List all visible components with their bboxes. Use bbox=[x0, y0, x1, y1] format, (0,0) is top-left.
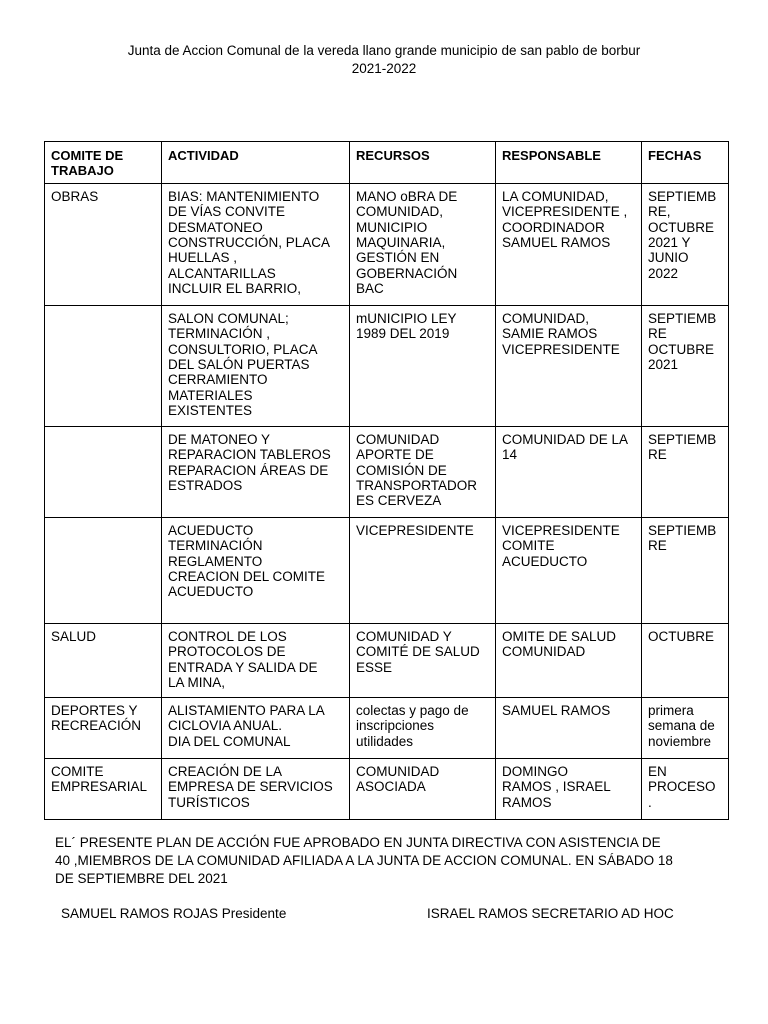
cell-text-line: ACUEDUCTO bbox=[168, 522, 254, 538]
cell-text-line: COMITE bbox=[502, 538, 555, 554]
cell-text-line: RAMOS , ISRAEL bbox=[502, 779, 611, 795]
column-header-comite: COMITE DE TRABAJO bbox=[45, 142, 162, 184]
cell-text-line: GESTIÓN EN bbox=[356, 250, 440, 266]
table-row bbox=[45, 758, 729, 819]
cell-text-line: utilidades bbox=[356, 733, 414, 749]
cell-text-line: GOBERNACIÓN bbox=[356, 265, 458, 281]
approval-line: DE SEPTIEMBRE DEL 2021 bbox=[55, 871, 228, 886]
cell-text-line: MATERIALES bbox=[168, 387, 253, 403]
cell-text-line: DE MATONEO Y bbox=[168, 431, 271, 447]
column-header-fechas: FECHAS bbox=[642, 142, 729, 184]
cell-recursos bbox=[350, 697, 496, 758]
cell-text-line: ALISTAMIENTO PARA LA bbox=[168, 702, 325, 718]
cell-text-line: DEPORTES Y bbox=[51, 702, 138, 718]
cell-fechas bbox=[642, 517, 729, 623]
cell-text-line: REPARACION ÁREAS DE bbox=[168, 462, 329, 478]
cell-text-line: SAMUEL RAMOS bbox=[502, 702, 611, 718]
cell-actividad bbox=[162, 426, 350, 517]
cell-text-line: . bbox=[648, 794, 652, 810]
cell-text-line: SEPTIEMB bbox=[648, 310, 717, 326]
cell-text-line: SEPTIEMB bbox=[648, 431, 717, 447]
cell-text-line: SEPTIEMB bbox=[648, 522, 717, 538]
column-header-recursos: RECURSOS bbox=[350, 142, 496, 184]
cell-text-line: REPARACION TABLEROS bbox=[168, 447, 331, 463]
cell-text-line: BAC bbox=[356, 281, 384, 297]
cell-text-line: DIA DEL COMUNAL bbox=[168, 733, 291, 749]
cell-text-line: COMUNIDAD, bbox=[502, 310, 589, 326]
table-row bbox=[45, 305, 729, 426]
cell-text-line: CONSULTORIO, PLACA bbox=[168, 341, 318, 357]
cell-fechas bbox=[642, 305, 729, 426]
cell-comite bbox=[45, 758, 162, 819]
cell-text-line: EMPRESA DE SERVICIOS bbox=[168, 779, 333, 795]
cell-text-line: ACUEDUCTO bbox=[168, 584, 254, 600]
cell-actividad bbox=[162, 305, 350, 426]
cell-text-line: ALCANTARILLAS bbox=[168, 265, 276, 281]
cell-actividad bbox=[162, 517, 350, 623]
cell-text-line: inscripciones bbox=[356, 718, 435, 734]
cell-text-line: OCTUBRE bbox=[648, 219, 715, 235]
action-plan-table bbox=[44, 141, 729, 820]
cell-text-line: OBRAS bbox=[51, 188, 99, 204]
cell-text-line: DEL SALÓN PUERTAS bbox=[168, 357, 310, 373]
cell-text-line: COORDINADOR bbox=[502, 219, 605, 235]
cell-text-line: COMUNIDAD, bbox=[356, 204, 443, 220]
cell-responsable bbox=[496, 697, 642, 758]
cell-responsable bbox=[496, 517, 642, 623]
approval-statement bbox=[55, 834, 725, 888]
cell-text-line: LA COMUNIDAD, bbox=[502, 188, 609, 204]
cell-text-line: mUNICIPIO LEY bbox=[356, 310, 457, 326]
signature-secretary: ISRAEL RAMOS SECRETARIO AD HOC bbox=[427, 906, 674, 921]
cell-actividad bbox=[162, 183, 350, 305]
cell-text-line: PROCESO bbox=[648, 779, 716, 795]
cell-text-line: TERMINACIÓN , bbox=[168, 326, 271, 342]
cell-text-line: CONSTRUCCIÓN, PLACA bbox=[168, 235, 331, 251]
cell-responsable bbox=[496, 183, 642, 305]
cell-comite bbox=[45, 517, 162, 623]
cell-text-line: APORTE DE bbox=[356, 447, 434, 463]
cell-responsable bbox=[496, 758, 642, 819]
cell-text-line: LA MINA, bbox=[168, 675, 226, 691]
cell-text-line: TRANSPORTADOR bbox=[356, 478, 478, 494]
cell-comite bbox=[45, 426, 162, 517]
cell-text-line: ASOCIADA bbox=[356, 779, 426, 795]
cell-text-line: ESTRADOS bbox=[168, 478, 243, 494]
cell-actividad bbox=[162, 623, 350, 697]
cell-text-line: JUNIO bbox=[648, 250, 689, 266]
cell-text-line: CERRAMIENTO bbox=[168, 372, 268, 388]
approval-line: 40 ,MIEMBROS DE LA COMUNIDAD AFILIADA A LA JUNTA DE ACCION COMUNAL. EN SÁBADO 18 bbox=[55, 853, 673, 868]
table-row bbox=[45, 426, 729, 517]
cell-text-line: ENTRADA Y SALIDA DE bbox=[168, 659, 318, 675]
cell-comite bbox=[45, 305, 162, 426]
cell-text-line: 14 bbox=[502, 447, 518, 463]
cell-text-line: SAMIE RAMOS bbox=[502, 326, 598, 342]
cell-text-line: RE bbox=[648, 538, 667, 554]
cell-text-line: OMITE DE SALUD bbox=[502, 628, 617, 644]
cell-text-line: RE bbox=[648, 326, 667, 342]
cell-text-line: SALON COMUNAL; bbox=[168, 310, 289, 326]
cell-comite bbox=[45, 183, 162, 305]
table-row bbox=[45, 697, 729, 758]
cell-text-line: RECREACIÓN bbox=[51, 718, 142, 734]
cell-fechas bbox=[642, 758, 729, 819]
cell-fechas bbox=[642, 623, 729, 697]
cell-text-line: HUELLAS , bbox=[168, 250, 238, 266]
cell-text-line: COMUNIDAD bbox=[356, 431, 440, 447]
cell-text-line: CICLOVIA ANUAL. bbox=[168, 718, 283, 734]
cell-text-line: TURÍSTICOS bbox=[168, 794, 250, 810]
cell-recursos bbox=[350, 623, 496, 697]
cell-text-line: COMISIÓN DE bbox=[356, 462, 447, 478]
cell-text-line: MUNICIPIO bbox=[356, 219, 428, 235]
cell-text-line: COMITÉ DE SALUD bbox=[356, 644, 480, 660]
cell-text-line: 2021 Y bbox=[648, 235, 691, 251]
cell-text-line: EN bbox=[648, 763, 667, 779]
cell-comite bbox=[45, 623, 162, 697]
cell-text-line: SEPTIEMB bbox=[648, 188, 717, 204]
cell-text-line: RE, bbox=[648, 204, 671, 220]
cell-text-line: noviembre bbox=[648, 733, 712, 749]
cell-text-line: VICEPRESIDENTE bbox=[356, 522, 474, 538]
column-header-actividad: ACTIVIDAD bbox=[162, 142, 350, 184]
column-header-responsable: RESPONSABLE bbox=[496, 142, 642, 184]
cell-responsable bbox=[496, 305, 642, 426]
cell-text-line: ES CERVEZA bbox=[356, 493, 442, 509]
table-header-row bbox=[45, 142, 729, 184]
header-period: 2021-2022 bbox=[351, 61, 417, 76]
cell-text-line: VICEPRESIDENTE , bbox=[502, 204, 628, 220]
cell-text-line: CREACION DEL COMITE bbox=[168, 569, 326, 585]
cell-text-line: RAMOS bbox=[502, 794, 552, 810]
header-title: Junta de Accion Comunal de la vereda llano grande municipio de san pablo de borbur bbox=[127, 43, 641, 58]
cell-text-line: BIAS: MANTENIMIENTO bbox=[168, 188, 320, 204]
cell-text-line: primera bbox=[648, 702, 694, 718]
cell-text-line: COMITE bbox=[51, 763, 104, 779]
cell-text-line: EMPRESARIAL bbox=[51, 779, 148, 795]
cell-text-line: DE VÍAS CONVITE bbox=[168, 204, 286, 220]
cell-text-line: 1989 DEL 2019 bbox=[356, 326, 450, 342]
cell-recursos bbox=[350, 305, 496, 426]
cell-comite bbox=[45, 697, 162, 758]
cell-text-line: DESMATONEO bbox=[168, 219, 263, 235]
cell-text-line: SALUD bbox=[51, 628, 97, 644]
cell-responsable bbox=[496, 623, 642, 697]
table-row bbox=[45, 623, 729, 697]
cell-fechas bbox=[642, 183, 729, 305]
cell-responsable bbox=[496, 426, 642, 517]
cell-text-line: DOMINGO bbox=[502, 763, 568, 779]
cell-fechas bbox=[642, 426, 729, 517]
table-row bbox=[45, 517, 729, 623]
cell-text-line: VICEPRESIDENTE bbox=[502, 341, 620, 357]
cell-text-line: REGLAMENTO bbox=[168, 553, 263, 569]
cell-text-line: PROTOCOLOS DE bbox=[168, 644, 286, 660]
cell-text-line: ACUEDUCTO bbox=[502, 553, 588, 569]
cell-text-line: OCTUBRE bbox=[648, 628, 715, 644]
cell-text-line: SAMUEL RAMOS bbox=[502, 235, 611, 251]
cell-text-line: VICEPRESIDENTE bbox=[502, 522, 620, 538]
cell-text-line: OCTUBRE bbox=[648, 341, 715, 357]
cell-text-line: MAQUINARIA, bbox=[356, 235, 446, 251]
cell-text-line: MANO oBRA DE bbox=[356, 188, 458, 204]
cell-text-line: EXISTENTES bbox=[168, 403, 253, 419]
cell-text-line: colectas y pago de bbox=[356, 702, 469, 718]
cell-text-line: COMUNIDAD Y bbox=[356, 628, 452, 644]
cell-text-line: 2021 bbox=[648, 357, 679, 373]
cell-actividad bbox=[162, 697, 350, 758]
cell-text-line: CONTROL DE LOS bbox=[168, 628, 287, 644]
cell-actividad bbox=[162, 758, 350, 819]
cell-text-line: INCLUIR EL BARRIO, bbox=[168, 281, 302, 297]
cell-text-line: TERMINACIÓN bbox=[168, 538, 263, 554]
approval-line: EL´ PRESENTE PLAN DE ACCIÓN FUE APROBADO EN JUNTA DIRECTIVA CON ASISTENCIA DE bbox=[55, 835, 661, 850]
table-body bbox=[45, 183, 729, 819]
cell-recursos bbox=[350, 517, 496, 623]
cell-text-line: CREACIÓN DE LA bbox=[168, 763, 283, 779]
cell-text-line: RE bbox=[648, 447, 667, 463]
cell-recursos bbox=[350, 758, 496, 819]
cell-fechas bbox=[642, 697, 729, 758]
cell-text-line: COMUNIDAD DE LA bbox=[502, 431, 629, 447]
document-header bbox=[0, 42, 768, 78]
signature-president: SAMUEL RAMOS ROJAS Presidente bbox=[61, 906, 287, 921]
cell-text-line: COMUNIDAD bbox=[356, 763, 440, 779]
cell-text-line: 2022 bbox=[648, 265, 679, 281]
cell-text-line: ESSE bbox=[356, 659, 393, 675]
table-row bbox=[45, 183, 729, 305]
cell-recursos bbox=[350, 426, 496, 517]
cell-text-line: COMUNIDAD bbox=[502, 644, 586, 660]
cell-text-line: semana de bbox=[648, 718, 715, 734]
cell-recursos bbox=[350, 183, 496, 305]
